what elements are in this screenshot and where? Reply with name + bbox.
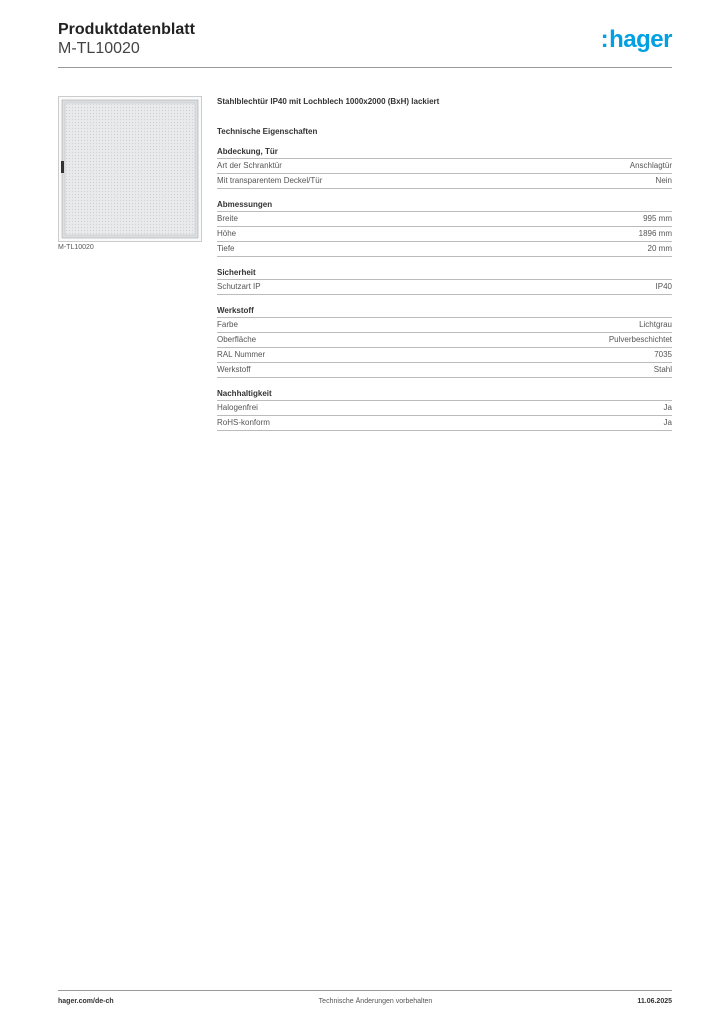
spec-row bbox=[217, 212, 672, 227]
spec-groups bbox=[217, 147, 672, 431]
spec-row bbox=[217, 227, 672, 242]
footer bbox=[58, 998, 672, 1005]
spec-row bbox=[217, 159, 672, 174]
spec-row bbox=[217, 174, 672, 189]
spec-label: Tiefe bbox=[217, 244, 235, 253]
spec-label: Schutzart IP bbox=[217, 282, 261, 291]
spec-label: Halogenfrei bbox=[217, 403, 258, 412]
spec-row bbox=[217, 280, 672, 295]
spec-label: Breite bbox=[217, 214, 238, 223]
door-illustration bbox=[59, 97, 201, 241]
spec-label: Oberfläche bbox=[217, 335, 257, 344]
spec-row bbox=[217, 416, 672, 431]
footer-notice: Technische Änderungen vorbehalten bbox=[318, 998, 433, 1005]
group-heading: Abmessungen bbox=[217, 200, 672, 212]
footer-website[interactable]: hager.com/de-ch bbox=[58, 998, 114, 1005]
spec-row bbox=[217, 401, 672, 416]
spec-value: Stahl bbox=[653, 365, 672, 374]
footer-divider bbox=[58, 990, 672, 991]
spec-value: 1896 mm bbox=[638, 229, 672, 238]
spec-label: Werkstoff bbox=[217, 365, 251, 374]
image-caption: M-TL10020 bbox=[58, 244, 94, 251]
product-code: M-TL10020 bbox=[58, 40, 140, 57]
product-image bbox=[58, 96, 202, 242]
header-divider bbox=[58, 67, 672, 68]
spec-value: Anschlagtür bbox=[629, 161, 672, 170]
spec-value: Nein bbox=[655, 176, 672, 185]
spec-label: RoHS-konform bbox=[217, 418, 270, 427]
group-heading: Sicherheit bbox=[217, 268, 672, 280]
spec-value: IP40 bbox=[655, 282, 672, 291]
header bbox=[58, 20, 195, 58]
product-description: Stahlblechtür IP40 mit Lochblech 1000x2000 (BxH) lackiert bbox=[217, 97, 440, 106]
spec-row bbox=[217, 363, 672, 378]
spec-value: 7035 bbox=[654, 350, 672, 359]
spec-value: Lichtgrau bbox=[639, 320, 672, 329]
spec-value: 995 mm bbox=[643, 214, 672, 223]
spec-value: 20 mm bbox=[647, 244, 672, 253]
spec-row bbox=[217, 242, 672, 257]
logo-text: hager bbox=[609, 26, 672, 53]
spec-label: Art der Schranktür bbox=[217, 161, 282, 170]
hager-logo: :hager bbox=[600, 26, 672, 53]
group-heading: Abdeckung, Tür bbox=[217, 147, 672, 159]
spec-label: Farbe bbox=[217, 320, 238, 329]
spec-value: Pulverbeschichtet bbox=[608, 335, 672, 344]
spec-row bbox=[217, 333, 672, 348]
group-heading: Nachhaltigkeit bbox=[217, 389, 672, 401]
spec-label: RAL Nummer bbox=[217, 350, 266, 359]
section-heading: Technische Eigenschaften bbox=[217, 127, 318, 136]
spec-content bbox=[217, 96, 672, 431]
group-heading: Werkstoff bbox=[217, 306, 672, 318]
spec-row bbox=[217, 348, 672, 363]
page-title: Produktdatenblatt bbox=[58, 21, 195, 38]
spec-value: Ja bbox=[663, 403, 672, 412]
footer-date: 11.06.2025 bbox=[637, 998, 672, 1005]
spec-value: Ja bbox=[663, 418, 672, 427]
spec-row bbox=[217, 318, 672, 333]
spec-label: Mit transparentem Deckel/Tür bbox=[217, 176, 323, 185]
spec-label: Höhe bbox=[217, 229, 237, 238]
